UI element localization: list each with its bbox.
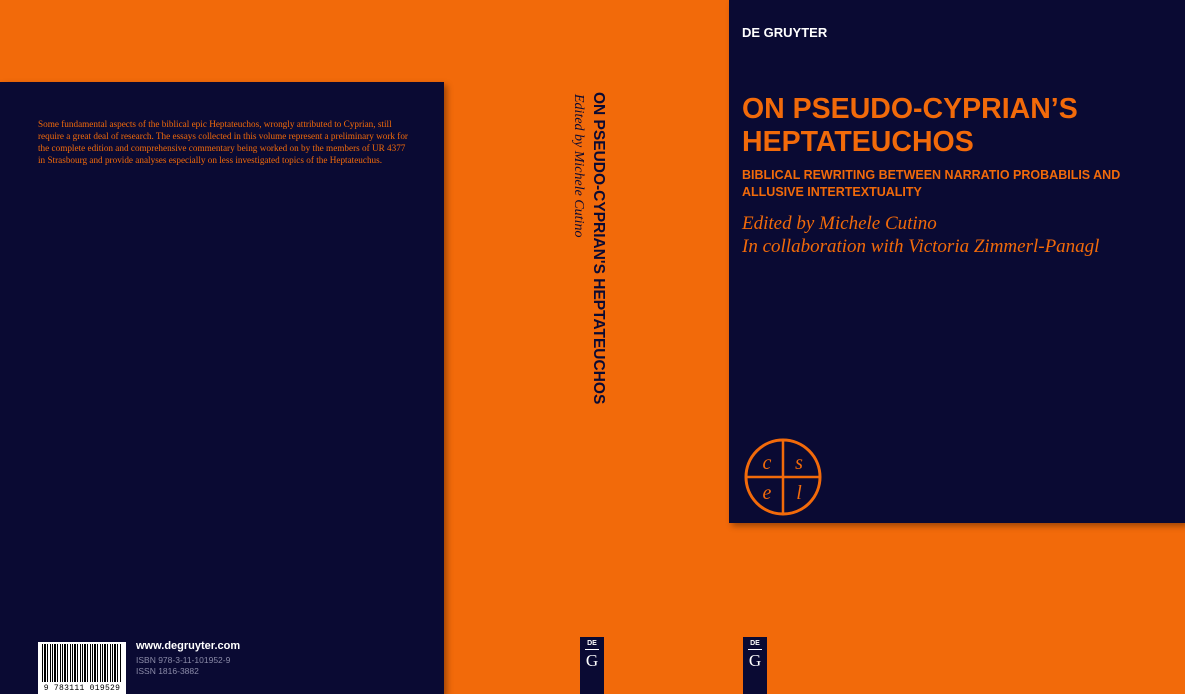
book-editor: Edited by Michele Cutino: [742, 213, 937, 234]
isbn-label: ISBN 978-3-11-101952-9: [136, 655, 231, 665]
issn-label: ISSN 1816-3882: [136, 666, 199, 676]
publisher-name: DE GRUYTER: [742, 25, 828, 40]
barcode: [38, 642, 126, 694]
barcode-digits: 9 783111 019529: [43, 684, 121, 693]
front-publisher-logo: [743, 637, 767, 694]
logo-letter-e: e: [762, 482, 772, 504]
logo-letter-c: c: [762, 452, 772, 474]
logo-letter-l: l: [796, 482, 802, 504]
back-cover-blurb: Some fundamental aspects of the biblical epic Heptateuchos, wrongly attributed to Cyprian, still require a great deal of research. The essays collected in this volume represent a preliminary work for the complete edition and comprehensive commentary being worked on by the members of UR 4377 in Strasbourg and provide analyses especially on less investigated topics of the Heptateuchus.: [38, 119, 408, 165]
spine-title: ON PSEUDO-CYPRIAN'S HEPTATEUCHOS: [590, 92, 607, 405]
book-title: ON PSEUDO-CYPRIAN’S HEPTATEUCHOS: [742, 93, 1078, 158]
barcode-bars: [42, 644, 122, 682]
logo-de-text: DE: [748, 637, 762, 650]
back-cover-panel: [0, 82, 444, 694]
logo-letter-s: s: [795, 452, 803, 474]
logo-g-text: G: [748, 651, 762, 670]
spine-editor: Edited by Michele Cutino: [571, 94, 586, 238]
spine-publisher-logo: [580, 637, 604, 694]
csel-series-logo: [743, 437, 823, 517]
logo-de-text: DE: [585, 637, 599, 650]
logo-g-text: G: [585, 651, 599, 670]
book-subtitle: BIBLICAL REWRITING BETWEEN NARRATIO PROBABILIS AND ALLUSIVE INTERTEXTUALITY: [742, 168, 1121, 199]
publisher-website: www.degruyter.com: [136, 640, 241, 652]
book-collaborator: In collaboration with Victoria Zimmerl-Panagl: [742, 236, 1100, 257]
front-cover-panel: [729, 0, 1185, 523]
